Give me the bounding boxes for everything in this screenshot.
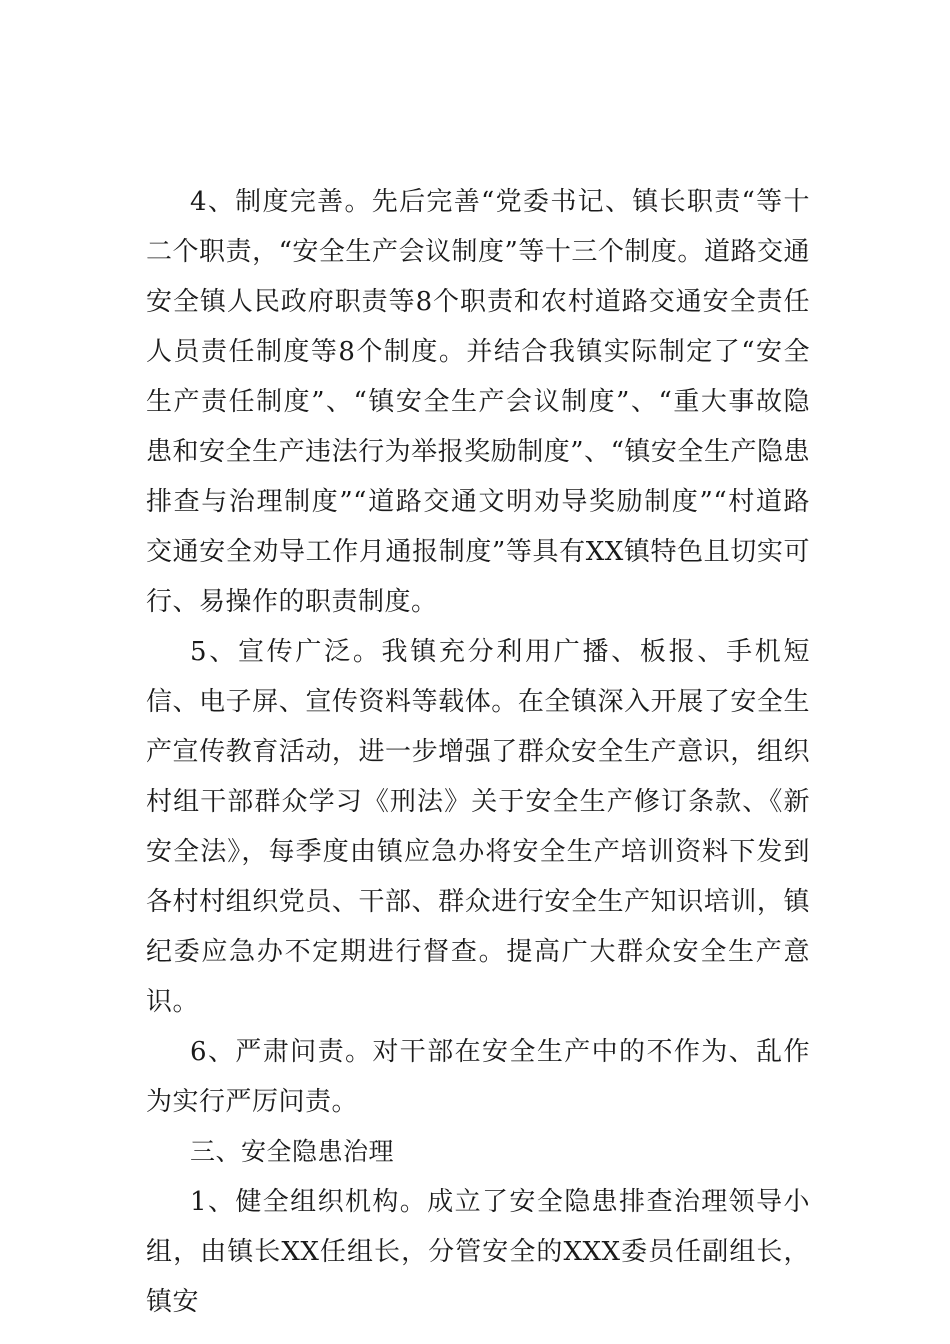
section-heading-hazard-governance: 三、安全隐患治理	[190, 1137, 395, 1166]
paragraph-publicity: 5、宣传广泛。我镇充分利用广播、板报、手机短信、电子屏、宣传资料等载体。在全镇深入开展了安全生产宣传教育活动，进一步增强了群众安全生产意识，组织村组干部群众学习《刑法》关于安全生产修订条款、《新安全法》，每季度由镇应急办将安全生产培训资料下发到各村村组织党员、干部、群众进行安全生产知识培训，镇纪委应急办不定期进行督查。提高广大群众安全生产意识。	[146, 637, 810, 1017]
paragraph-accountability: 6、严肃问责。对干部在安全生产中的不作为、乱作为实行严厉问责。	[146, 1037, 810, 1117]
document-body	[146, 177, 810, 1327]
paragraph-system-improvement: 4、制度完善。先后完善“党委书记、镇长职责“等十二个职责，“安全生产会议制度”等十三个制度。道路交通安全镇人民政府职责等8个职责和农村道路交通安全责任人员责任制度等8个制度。并结合我镇实际制定了“安全生产责任制度”、“镇安全生产会议制度”、“重大事故隐患和安全生产违法行为举报奖励制度”、“镇安全生产隐患排查与治理制度”“道路交通文明劝导奖励制度”“村道路交通安全劝导工作月通报制度”等具有XX镇特色且切实可行、易操作的职责制度。	[146, 187, 810, 617]
paragraph-organization: 1、健全组织机构。成立了安全隐患排查治理领导小组，由镇长XX任组长，分管安全的XXX委员任副组长，镇安	[146, 1187, 810, 1317]
